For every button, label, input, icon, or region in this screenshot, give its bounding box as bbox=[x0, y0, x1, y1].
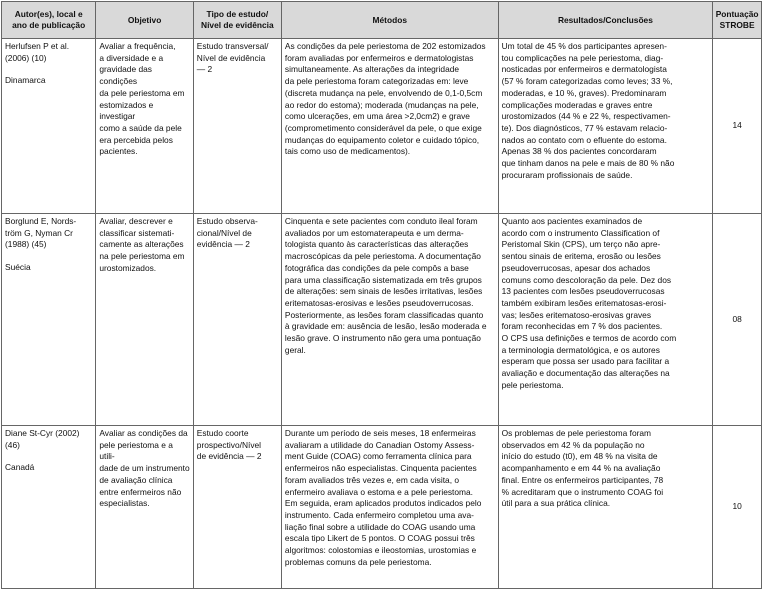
author-cell bbox=[2, 214, 96, 426]
score-cell: 14 bbox=[713, 39, 762, 214]
author-cell bbox=[2, 39, 96, 214]
results-cell: Um total de 45 % dos participantes apresen- tou complicações na pele periestoma, diag- nosticadas por enfermeiros e dermatologista (57 % foram categorizadas como leves; 33 %, moderadas, e 10 %, graves). Predominaram complicações moderadas e graves entre urostomizados (44 % e 22 %, respectivamen- te). Dos diagnósticos, 77 % estavam relacio- nados ao contato com o efluente do estoma. Apenas 38 % dos pacientes concordaram que tinham danos na pele e mais de 80 % não procuraram profissionais de saúde. bbox=[498, 39, 713, 214]
author-text: Borglund E, Nords- tröm G, Nyman Cr (1988) (45) bbox=[5, 216, 77, 250]
results-cell: Os problemas de pele periestoma foram observados em 42 % da população no início do estudo (t0), em 48 % na visita de acompanhamento e em 44 % na avaliação final. Entre os enfermeiros participantes, 78 % acreditaram que o instrumento COAG foi útil para a sua prática clínica. bbox=[498, 426, 713, 589]
header-objective: Objetivo bbox=[96, 2, 193, 39]
objective-cell: Avaliar, descrever e classificar sistemati- camente as alterações na pele periestoma em urostomizados. bbox=[96, 214, 193, 426]
header-methods: Métodos bbox=[281, 2, 498, 39]
methods-cell: Durante um período de seis meses, 18 enfermeiras avaliaram a utilidade do Canadian Ostomy Assess- ment Guide (COAG) como ferramenta clínica para enfermeiros não especialistas. Cinquenta pacientes foram avaliados três vezes e, em cada visita, o enfermeiro avaliava o estoma e a pele periestoma. Em seguida, eram aplicados produtos indicados pelo instrumento. Cada enfermeiro completou uma ava- liação final sobre a utilidade do COAG usando uma escala tipo Likert de 5 pontos. O COAG possui três algoritmos: colostomias e ileostomias, urostomias e problemas comuns da pele periestoma. bbox=[281, 426, 498, 589]
table-row bbox=[2, 214, 762, 426]
study-type-cell: Estudo coorte prospectivo/Nível de evidência — 2 bbox=[193, 426, 281, 589]
results-cell: Quanto aos pacientes examinados de acordo com o instrumento Classification of Peristomal Skin (CPS), um terço não apre- sentou sinais de eritema, erosão ou lesões pseudoverrucosas, apesar dos achados comuns como descoloração da pele. Dez dos 13 pacientes com lesões pseudoverrucosas também exibiram lesões eritematosas-erosi- vas; lesões eritematoso-erosivas graves foram reconhecidas em 7 % dos pacientes. O CPS usa definições e termos de acordo com a terminologia dermatológica, e os autores esperam que possa ser usado para facilitar a avaliação e documentação das alterações na pele periestoma. bbox=[498, 214, 713, 426]
objective-cell: Avaliar a frequência, a diversidade e a gravidade das condições da pele periestoma em estomizados e investigar como a saúde da pele era percebida pelos pacientes. bbox=[96, 39, 193, 214]
table-row bbox=[2, 39, 762, 214]
header-score: Pontuação STROBE bbox=[713, 2, 762, 39]
location-text: Dinamarca bbox=[5, 75, 46, 86]
author-text: Herlufsen P et al. (2006) (10) bbox=[5, 41, 70, 63]
location-text: Canadá bbox=[5, 462, 35, 473]
author-text: Diane St-Cyr (2002) (46) bbox=[5, 428, 80, 450]
location-text: Suécia bbox=[5, 262, 31, 273]
header-author: Autor(es), local e ano de publicação bbox=[2, 2, 96, 39]
study-type-cell: Estudo transversal/ Nível de evidência — 2 bbox=[193, 39, 281, 214]
header-row bbox=[2, 2, 762, 39]
studies-table bbox=[1, 1, 762, 589]
table-row bbox=[2, 426, 762, 589]
methods-cell: As condições da pele periestoma de 202 estomizados foram avaliadas por enfermeiros e dermatologistas simultaneamente. As alterações da integridade da pele periestoma foram categorizadas em: leve (discreta mudança na pele, envolvendo de 0,1-0,5cm ao redor do estoma); moderada (mudanças na pele, como ulcerações, em uma área >2,0cm2) e grave (comprometimento considerável da pele, o que exige mudanças do equipamento coletor e cuidado tópico, tais como uso de medicamentos). bbox=[281, 39, 498, 214]
methods-cell: Cinquenta e sete pacientes com conduto ileal foram avaliados por um estomaterapeuta e um derma- tologista quanto às características das alterações macroscópicas da pele periestoma. A documentação fotográfica das condições da pele compôs a base para uma classificação sistematizada em três grupos de alterações: sem sinais de lesões irritativas, lesões eritematosas-erosivas e lesões pseudoverrucosas. Posteriormente, as lesões foram classificadas quanto à gravidade em: ausência de lesão, lesão moderada e lesão grave. O instrumento não gera uma pontuação geral. bbox=[281, 214, 498, 426]
study-type-cell: Estudo observa- cional/Nível de evidência — 2 bbox=[193, 214, 281, 426]
objective-cell: Avaliar as condições da pele periestoma e a utili- dade de um instrumento de avaliação clínica entre enfermeiros não especialistas. bbox=[96, 426, 193, 589]
header-study-type: Tipo de estudo/ Nível de evidência bbox=[193, 2, 281, 39]
header-results: Resultados/Conclusões bbox=[498, 2, 713, 39]
score-cell: 10 bbox=[713, 426, 762, 589]
author-cell bbox=[2, 426, 96, 589]
score-cell: 08 bbox=[713, 214, 762, 426]
